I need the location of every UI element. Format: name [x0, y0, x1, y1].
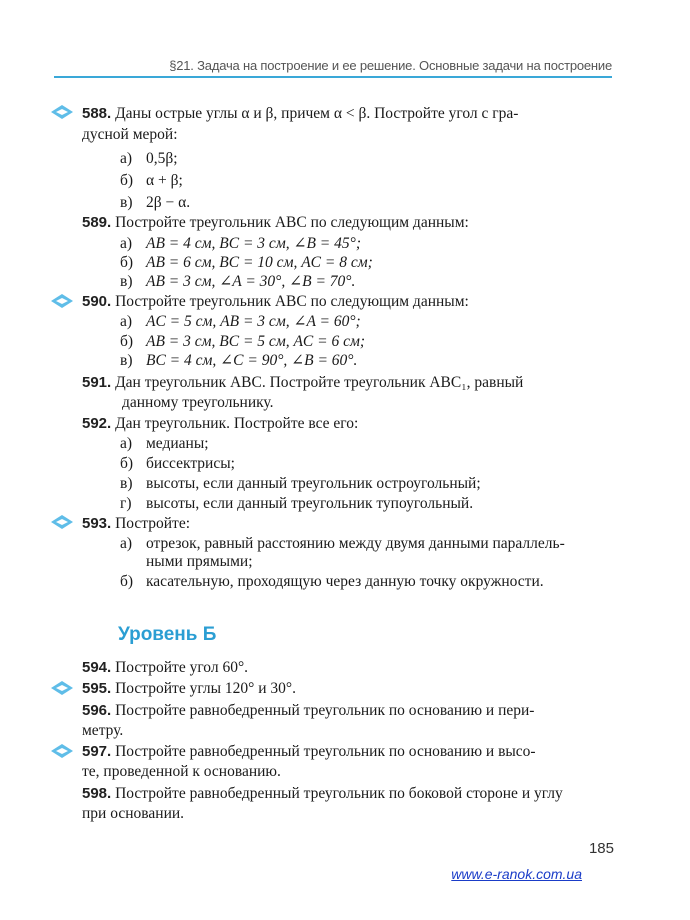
problem-continuation: данному треугольнику. [122, 394, 274, 411]
problem-595 [82, 679, 622, 699]
problem-598 [82, 784, 622, 804]
problem-number: 595. [82, 680, 112, 697]
list-item: а) AC = 5 см, AB = 3 см, ∠A = 60°; [120, 313, 361, 330]
problem-number: 592. [82, 415, 112, 432]
footer-link[interactable]: www.e-ranok.com.ua [451, 866, 582, 882]
problem-text: Дан треугольник. Постройте все его: [115, 415, 359, 432]
list-item: а) медианы; [120, 435, 209, 452]
problem-text: Постройте равнобедренный треугольник по основанию и высо- [115, 743, 536, 760]
problem-continuation: метру. [82, 722, 124, 739]
page-header: §21. Задача на построение и ее решение. Основные задачи на построение [169, 58, 612, 73]
problem-text: Постройте равнобедренный треугольник по боковой стороне и углу [115, 785, 563, 802]
list-item: в) AB = 3 см, ∠A = 30°, ∠B = 70°. [120, 273, 356, 290]
list-item: б) AB = 6 см, BC = 10 см, AC = 8 см; [120, 254, 373, 271]
problem-596 [82, 701, 622, 721]
problem-text: Постройте угол 60°. [115, 659, 249, 676]
problem-591 [82, 373, 622, 393]
list-item: б) α + β; [120, 172, 183, 189]
list-item: в) 2β − α. [120, 194, 191, 211]
problem-597 [82, 742, 622, 762]
diamond-marker-icon [50, 743, 74, 759]
list-item: а) 0,5β; [120, 150, 178, 167]
problem-text: Постройте равнобедренный треугольник по основанию и пери- [115, 702, 535, 719]
problem-continuation: те, проведенной к основанию. [82, 763, 281, 780]
list-item: в) BC = 4 см, ∠C = 90°, ∠B = 60°. [120, 352, 358, 369]
problem-589 [82, 213, 622, 233]
list-item: а) отрезок, равный расстоянию между двумя данными параллель- [120, 535, 565, 552]
list-item: а) AB = 4 см, BC = 3 см, ∠B = 45°; [120, 235, 361, 252]
problem-593 [82, 514, 622, 534]
problem-number: 597. [82, 743, 112, 760]
problem-number: 596. [82, 702, 112, 719]
list-item: б) AB = 3 см, BC = 5 см, AC = 6 см; [120, 333, 366, 350]
problem-594 [82, 658, 622, 678]
diamond-marker-icon [50, 680, 74, 696]
list-item-continuation: ными прямыми; [146, 553, 253, 570]
problem-continuation: при основании. [82, 805, 185, 822]
page-number: 185 [588, 840, 614, 857]
problem-588 [82, 104, 622, 124]
problem-text: Постройте треугольник ABC по следующим данным: [115, 214, 469, 231]
problem-text: Постройте треугольник ABC по следующим данным: [115, 293, 469, 310]
problem-number: 589. [82, 214, 112, 231]
problem-text: Постройте углы 120° и 30°. [115, 680, 296, 697]
list-item: б) касательную, проходящую через данную точку окружности. [120, 573, 544, 590]
problem-text: Дан треугольник ABC. Постройте треугольник ABC₁, равный [115, 374, 524, 391]
problem-continuation: дусной мерой: [82, 126, 178, 143]
problem-text: Постройте: [115, 515, 191, 532]
problem-number: 590. [82, 293, 112, 310]
problem-590 [82, 292, 622, 312]
problem-number: 598. [82, 785, 112, 802]
problem-text: Даны острые углы α и β, причем α < β. Постройте угол с гра- [115, 105, 519, 122]
header-rule [54, 76, 612, 78]
problem-number: 594. [82, 659, 112, 676]
list-item: в) высоты, если данный треугольник остроугольный; [120, 475, 481, 492]
list-item: г) высоты, если данный треугольник тупоугольный. [120, 495, 474, 512]
section-heading: Уровень Б [118, 624, 217, 645]
problem-number: 588. [82, 105, 112, 122]
diamond-marker-icon [50, 293, 74, 309]
problem-number: 593. [82, 515, 112, 532]
problem-number: 591. [82, 374, 112, 391]
diamond-marker-icon [50, 104, 74, 120]
list-item: б) биссектрисы; [120, 455, 235, 472]
diamond-marker-icon [50, 514, 74, 530]
problem-592 [82, 414, 622, 434]
